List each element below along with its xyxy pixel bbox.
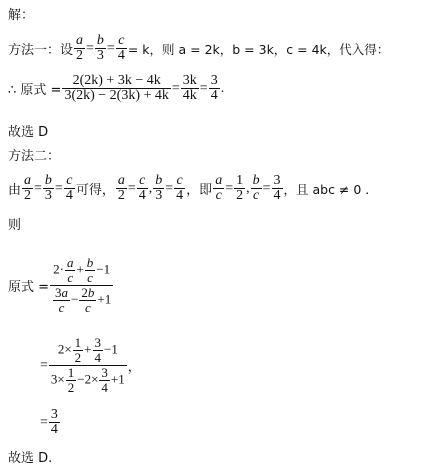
method1-calculation: ∴ 原式 = $\frac{2(2k) + 3k - 4k}{3(2k) - 2(3k) + 4k}$ = $\frac{3k}{4k}$ = $\frac{3}{4}$ . xyxy=(8,73,225,103)
complex-fraction: 2· $\frac{a}{c}$ + $\frac{b}{c}$ −1 $\frac{3a}{c}$ − $\frac{2b}{c}$ +1 xyxy=(50,256,113,315)
fraction-main-expression: $\frac{2(2k) + 3k - 4k}{3(2k) - 2(3k) + 4k}$ xyxy=(64,73,169,103)
method1-label: 方法一：设 xyxy=(8,43,74,58)
fraction-c-over-4: $\frac{c}{4}$ xyxy=(117,33,125,63)
method1-answer: 故选 D xyxy=(8,125,49,140)
method2-original-expression: 原式 = 2· $\frac{a}{c}$ + $\frac{b}{c}$ −1 $\frac{3a}{c}$ − $\frac{2b}{c}$ +1 xyxy=(8,255,112,315)
method1-substitution: = k，则 a = 2k，b = 3k，c = 4k，代入得： xyxy=(127,41,390,57)
method2-relations: 由 $\frac{a}{2}$ = $\frac{b}{3}$ = $\frac{c}{4}$ 可得， $\frac{a}{2}$ = $\frac{c}{4}$ , $\frac{b}{3}$ = $\frac{c}{4}$ ， 即 $\frac{a}{c}$ = $\frac{1}{2}$ , $\frac{b}{c}$ = $\frac{3}{4}$ ，且 abc ≠ 0 . xyxy=(8,173,370,203)
fraction-result: $\frac{3}{4}$ xyxy=(210,73,218,103)
fraction-b-over-3: $\frac{b}{3}$ xyxy=(96,33,104,63)
method2-result: = $\frac{3}{4}$ xyxy=(40,407,58,437)
method1-setup: 方法一：设 $\frac{a}{2}$ = $\frac{b}{3}$ = $\frac{c}{4}$ = k，则 a = 2k，b = 3k，c = 4k，代入得： xyxy=(8,33,390,63)
therefore-original: ∴ 原式 = xyxy=(8,83,62,98)
method2-numeric-substitution: = 2× $\frac{1}{2}$ + $\frac{3}{4}$ −1 3× $\frac{1}{2}$ −2× $\frac{3}{4}$ +1 ， xyxy=(40,335,141,395)
numeric-complex-fraction: 2× $\frac{1}{2}$ + $\frac{3}{4}$ −1 3× $\frac{1}{2}$ −2× $\frac{3}{4}$ +1 xyxy=(50,335,125,395)
solution-label: 解： xyxy=(8,8,35,23)
then-label: 则 xyxy=(8,218,22,233)
fraction-a-over-2: $\frac{a}{2}$ xyxy=(76,33,84,63)
fraction-3k-over-4k: $\frac{3k}{4k}$ xyxy=(182,73,197,103)
method2-label: 方法二： xyxy=(8,149,61,164)
method2-answer: 故选 D. xyxy=(8,451,53,466)
